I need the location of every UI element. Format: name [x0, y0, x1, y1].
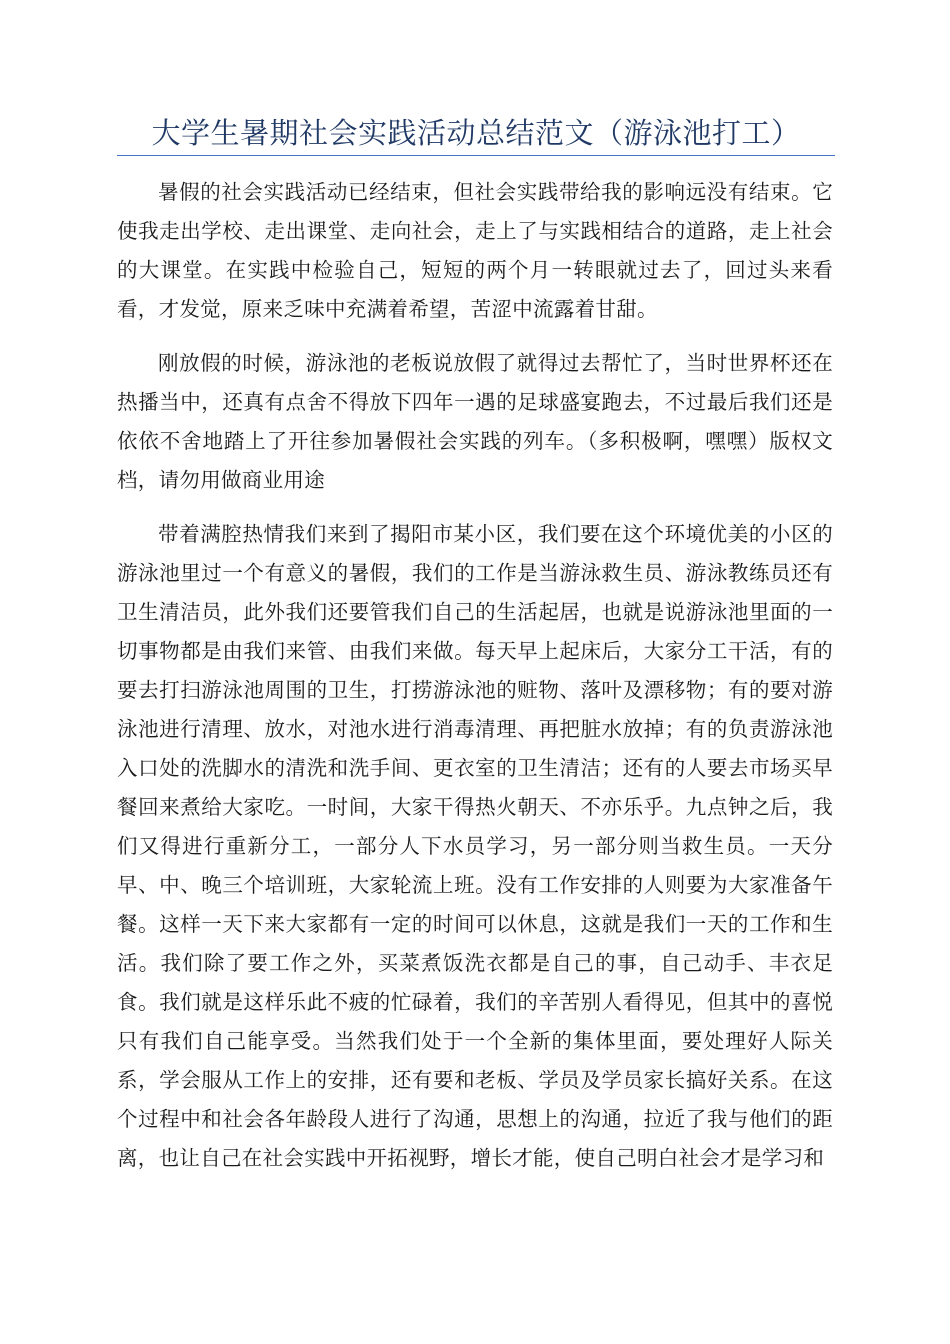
document-title: 大学生暑期社会实践活动总结范文（游泳池打工）	[151, 116, 801, 150]
paragraph-2: 刚放假的时候，游泳池的老板说放假了就得过去帮忙了，当时世界杯还在热播当中，还真有点舍不得放下四年一遇的足球盛宴跑去，不过最后我们还是依依不舍地踏上了开往参加暑假社会实践的列车。（多积极啊，嘿嘿）版权文档，请勿用做商业用途	[117, 351, 833, 492]
paragraph-3: 带着满腔热情我们来到了揭阳市某小区，我们要在这个环境优美的小区的游泳池里过一个有意义的暑假，我们的工作是当游泳救生员、游泳教练员还有卫生清洁员，此外我们还要管我们自己的生活起居，也就是说游泳池里面的一切事物都是由我们来管、由我们来做。每天早上起床后，大家分工干活，有的要去打扫游泳池周围的卫生，打捞游泳池的赃物、落叶及漂移物；有的要对游泳池进行清理、放水，对池水进行消毒清理、再把脏水放掉；有的负责游泳池入口处的洗脚水的清洗和洗手间、更衣室的卫生清洁；还有的人要去市场买早餐回来煮给大家吃。一时间，大家干得热火朝天、不亦乐乎。九点钟之后，我们又得进行重新分工，一部分人下水员学习，另一部分则当救生员。一天分早、中、晚三个培训班，大家轮流上班。没有工作安排的人则要为大家准备午餐。这样一天下来大家都有一定的时间可以休息，这就是我们一天的工作和生活。我们除了要工作之外，买菜煮饭洗衣都是自己的事，自己动手、丰衣足食。我们就是这样乐此不疲的忙碌着，我们的辛苦别人看得见，但其中的喜悦只有我们自己能享受。当然我们处于一个全新的集体里面，要处理好人际关系，学会服从工作上的安排，还有要和老板、学员及学员家长搞好关系。在这个过程中和社会各年龄段人进行了沟通，思想上的沟通，拉近了我与他们的距离，也让自己在社会实践中开拓视野，增长才能，使自己明白社会才是学习和	[117, 522, 833, 1170]
document-body	[117, 173, 833, 1178]
title-underline	[117, 155, 835, 156]
paragraph-1: 暑假的社会实践活动已经结束，但社会实践带给我的影响远没有结束。它使我走出学校、走出课堂、走向社会，走上了与实践相结合的道路，走上社会的大课堂。在实践中检验自己，短短的两个月一转眼就过去了，回过头来看看，才发觉，原来乏味中充满着希望，苦涩中流露着甘甜。	[117, 180, 833, 321]
